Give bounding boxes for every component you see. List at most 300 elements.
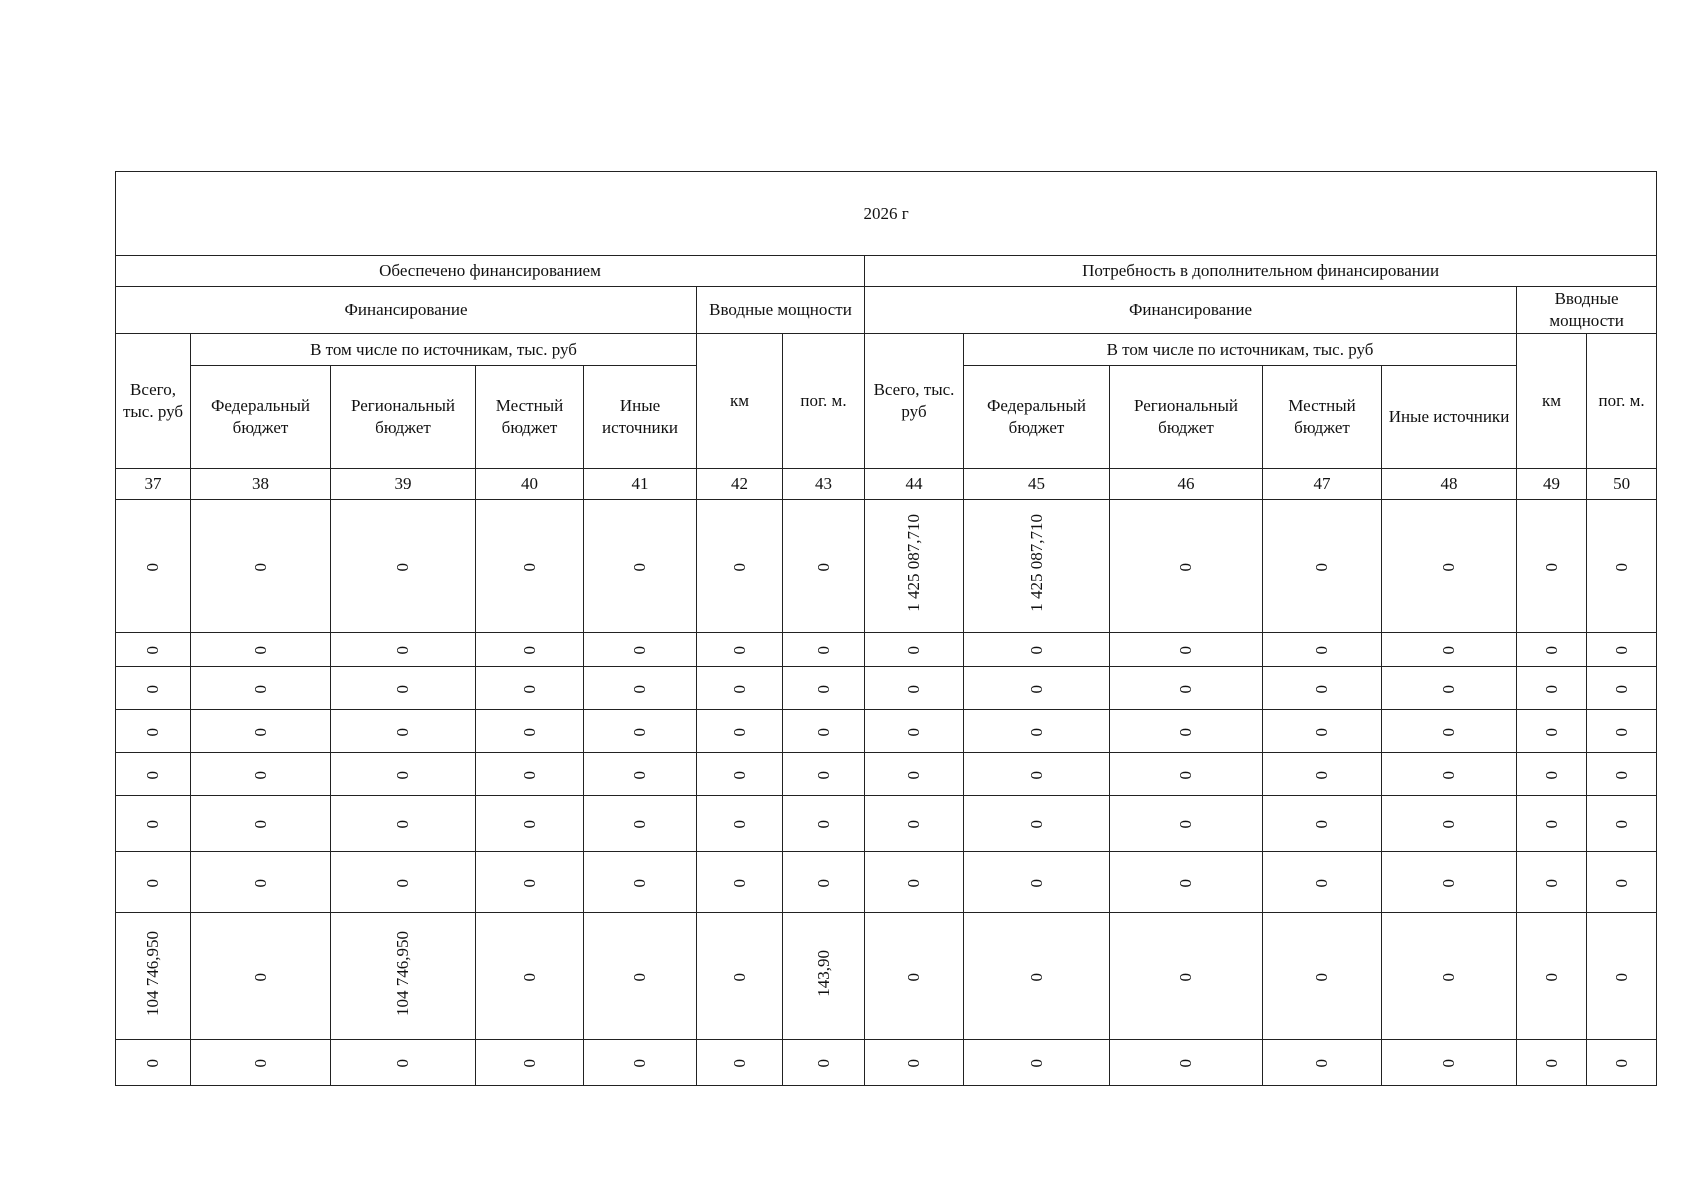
table-cell (1587, 913, 1657, 1040)
cell-value: 0 (1541, 878, 1561, 887)
table-cell (1382, 633, 1517, 667)
table-cell (191, 500, 331, 633)
table-cell (191, 667, 331, 710)
cell-value: 0 (729, 770, 749, 779)
column-numbers-row (116, 469, 1657, 500)
federal-header-right: Федеральный бюджет (964, 366, 1110, 469)
table-cell (584, 667, 697, 710)
table-row (116, 796, 1657, 852)
table-cell (865, 1040, 964, 1086)
cell-value: 0 (143, 727, 162, 736)
cell-value: 0 (813, 727, 833, 736)
cell-value: 0 (1611, 820, 1631, 829)
table-cell (865, 852, 964, 913)
other-header-right: Иные источники (1382, 366, 1517, 469)
cell-value: 0 (1541, 727, 1561, 736)
cell-value: 0 (519, 770, 539, 779)
cell-value: 0 (393, 646, 412, 655)
table-cell (697, 667, 783, 710)
table-cell (116, 710, 191, 753)
column-number: 48 (1382, 469, 1517, 500)
table-cell (964, 500, 1110, 633)
table-cell (476, 500, 584, 633)
table-cell (783, 753, 865, 796)
table-cell (783, 633, 865, 667)
table-cell (331, 710, 476, 753)
cell-value: 0 (250, 684, 270, 693)
cell-value: 0 (630, 1059, 649, 1068)
table-cell (331, 633, 476, 667)
table-row (116, 753, 1657, 796)
table-cell (1110, 633, 1263, 667)
cell-value: 0 (143, 562, 162, 571)
table-cell (1263, 710, 1382, 753)
cell-value: 0 (519, 727, 539, 736)
table-cell (783, 667, 865, 710)
table-cell (865, 633, 964, 667)
cell-value: 104 746,950 (143, 930, 162, 1016)
pog-header-right: пог. м. (1587, 334, 1657, 469)
financing-header-right: Финансирование (865, 287, 1517, 334)
column-number: 37 (116, 469, 191, 500)
cell-value: 0 (1541, 1059, 1561, 1068)
table-cell (697, 852, 783, 913)
cell-value: 0 (729, 972, 749, 981)
table-cell (964, 710, 1110, 753)
other-header-left: Иные источники (584, 366, 697, 469)
cell-value: 0 (250, 727, 270, 736)
table-row (116, 710, 1657, 753)
cell-value: 0 (1312, 972, 1331, 981)
cell-value: 1 425 087,710 (1026, 514, 1046, 612)
table-cell (964, 753, 1110, 796)
table-cell (1517, 710, 1587, 753)
local-header-left: Местный бюджет (476, 366, 584, 469)
table-cell (331, 852, 476, 913)
table-row (116, 1040, 1657, 1086)
pog-header-left: пог. м. (783, 334, 865, 469)
cell-value: 0 (250, 820, 270, 829)
cell-value: 0 (1541, 646, 1561, 655)
cell-value: 0 (630, 646, 649, 655)
cell-value: 0 (904, 878, 923, 887)
regional-header-right: Региональный бюджет (1110, 366, 1263, 469)
column-number: 47 (1263, 469, 1382, 500)
cell-value: 0 (1312, 878, 1331, 887)
cell-value: 0 (1611, 727, 1631, 736)
table-cell (1587, 500, 1657, 633)
cell-value: 0 (1176, 646, 1195, 655)
column-number: 46 (1110, 469, 1263, 500)
cell-value: 0 (813, 562, 833, 571)
cell-value: 0 (1312, 562, 1331, 571)
cell-value: 0 (250, 878, 270, 887)
cell-value: 0 (630, 972, 649, 981)
cell-value: 0 (1176, 972, 1195, 981)
cell-value: 0 (250, 972, 270, 981)
table-cell (584, 852, 697, 913)
cell-value: 0 (1439, 878, 1458, 887)
table-row (116, 633, 1657, 667)
table-cell (964, 633, 1110, 667)
table-cell (331, 667, 476, 710)
table-cell (697, 796, 783, 852)
cell-value: 0 (1611, 646, 1631, 655)
table-cell (1517, 500, 1587, 633)
cell-value: 0 (1541, 684, 1561, 693)
cell-value: 0 (1611, 562, 1631, 571)
table-cell (191, 710, 331, 753)
table-cell (697, 753, 783, 796)
table-cell (1263, 753, 1382, 796)
table-cell (1382, 500, 1517, 633)
column-number: 38 (191, 469, 331, 500)
cell-value: 0 (729, 727, 749, 736)
table-cell (1587, 710, 1657, 753)
table-cell (1263, 667, 1382, 710)
table-cell (116, 500, 191, 633)
cell-value: 0 (630, 684, 649, 693)
cell-value: 0 (1541, 820, 1561, 829)
table-cell (584, 710, 697, 753)
table-cell (476, 633, 584, 667)
cell-value: 0 (1176, 770, 1195, 779)
table-cell (865, 753, 964, 796)
table-cell (1587, 667, 1657, 710)
table-cell (331, 796, 476, 852)
cell-value: 0 (904, 770, 923, 779)
cell-value: 0 (729, 562, 749, 571)
table-cell (116, 913, 191, 1040)
table-cell (1517, 913, 1587, 1040)
cell-value: 0 (393, 878, 412, 887)
cell-value: 0 (1611, 684, 1631, 693)
cell-value: 0 (1439, 770, 1458, 779)
table-cell (783, 710, 865, 753)
cell-value: 0 (729, 820, 749, 829)
cell-value: 0 (1176, 684, 1195, 693)
table-cell (476, 913, 584, 1040)
cell-value: 0 (1541, 770, 1561, 779)
cell-value: 0 (729, 878, 749, 887)
group-provided-header: Обеспечено финансированием (116, 256, 865, 287)
cell-value: 0 (1312, 820, 1331, 829)
table-cell (191, 852, 331, 913)
table-cell (697, 913, 783, 1040)
cell-value: 0 (1611, 972, 1631, 981)
year-header: 2026 г (116, 172, 1657, 256)
table-cell (865, 913, 964, 1040)
cell-value: 0 (519, 684, 539, 693)
table-cell (191, 633, 331, 667)
table-cell (584, 633, 697, 667)
cell-value: 0 (729, 684, 749, 693)
cell-value: 0 (519, 820, 539, 829)
table-cell (1517, 667, 1587, 710)
cell-value: 0 (1026, 684, 1046, 693)
table-cell (697, 710, 783, 753)
table-cell (116, 633, 191, 667)
table-cell (697, 500, 783, 633)
table-cell (191, 753, 331, 796)
cell-value: 0 (813, 820, 833, 829)
table-cell (865, 500, 964, 633)
cell-value: 0 (904, 727, 923, 736)
table-cell (1517, 633, 1587, 667)
cell-value: 0 (1541, 562, 1561, 571)
cell-value: 0 (143, 646, 162, 655)
cell-value: 0 (813, 1059, 833, 1068)
cell-value: 0 (1026, 727, 1046, 736)
cell-value: 0 (1439, 727, 1458, 736)
table-cell (1110, 1040, 1263, 1086)
table-cell (584, 753, 697, 796)
table-cell (331, 753, 476, 796)
total-header-left: Всего, тыс. руб (116, 334, 191, 469)
financing-header-left: Финансирование (116, 287, 697, 334)
cell-value: 0 (393, 1059, 412, 1068)
table-cell (584, 1040, 697, 1086)
table-cell (476, 710, 584, 753)
cell-value: 0 (1312, 770, 1331, 779)
table-cell (1110, 852, 1263, 913)
cell-value: 0 (1439, 646, 1458, 655)
table-cell (1517, 852, 1587, 913)
total-header-right: Всего, тыс. руб (865, 334, 964, 469)
cell-value: 0 (393, 770, 412, 779)
cell-value: 0 (813, 770, 833, 779)
table-cell (1382, 1040, 1517, 1086)
table-cell (1110, 667, 1263, 710)
cell-value: 0 (630, 820, 649, 829)
cell-value: 0 (250, 562, 270, 571)
cell-value: 0 (1176, 1059, 1195, 1068)
cell-value: 0 (630, 878, 649, 887)
by-sources-header-right: В том числе по источникам, тыс. руб (964, 334, 1517, 366)
cell-value: 0 (1026, 820, 1046, 829)
cell-value: 0 (630, 727, 649, 736)
cell-value: 0 (250, 646, 270, 655)
cell-value: 0 (393, 727, 412, 736)
cell-value: 0 (630, 770, 649, 779)
cell-value: 0 (1176, 878, 1195, 887)
cell-value: 0 (904, 1059, 923, 1068)
cell-value: 0 (1439, 562, 1458, 571)
table-cell (783, 852, 865, 913)
cell-value: 0 (1312, 1059, 1331, 1068)
cell-value: 0 (1026, 770, 1046, 779)
table-cell (116, 852, 191, 913)
cell-value: 143,90 (813, 949, 833, 997)
cell-value: 0 (813, 646, 833, 655)
cell-value: 0 (1541, 972, 1561, 981)
cell-value: 0 (729, 1059, 749, 1068)
table-cell (1110, 500, 1263, 633)
cell-value: 0 (1611, 878, 1631, 887)
table-cell (1382, 710, 1517, 753)
table-cell (1587, 796, 1657, 852)
table-cell (1382, 796, 1517, 852)
capacity-header-right: Вводные мощности (1517, 287, 1657, 334)
cell-value: 0 (1439, 1059, 1458, 1068)
cell-value: 0 (143, 770, 162, 779)
cell-value: 0 (813, 878, 833, 887)
cell-value: 0 (1312, 684, 1331, 693)
cell-value: 0 (1439, 820, 1458, 829)
cell-value: 0 (143, 1059, 162, 1068)
cell-value: 0 (1026, 972, 1046, 981)
column-number: 42 (697, 469, 783, 500)
table-cell (964, 913, 1110, 1040)
cell-value: 0 (729, 646, 749, 655)
cell-value: 1 425 087,710 (904, 514, 923, 612)
cell-value: 0 (1312, 727, 1331, 736)
table-cell (964, 667, 1110, 710)
table-cell (476, 753, 584, 796)
cell-value: 0 (1026, 1059, 1046, 1068)
column-number: 49 (1517, 469, 1587, 500)
table-cell (1587, 1040, 1657, 1086)
column-number: 44 (865, 469, 964, 500)
table-cell (476, 667, 584, 710)
table-cell (1382, 852, 1517, 913)
table-cell (1587, 852, 1657, 913)
table-cell (331, 913, 476, 1040)
table-cell (865, 710, 964, 753)
table-cell (191, 1040, 331, 1086)
table-cell (476, 852, 584, 913)
table-cell (1263, 633, 1382, 667)
table-row (116, 500, 1657, 633)
cell-value: 0 (1176, 820, 1195, 829)
federal-header-left: Федеральный бюджет (191, 366, 331, 469)
cell-value: 0 (143, 878, 162, 887)
column-number: 43 (783, 469, 865, 500)
table-cell (584, 500, 697, 633)
table-cell (1587, 633, 1657, 667)
table-cell (1110, 796, 1263, 852)
cell-value: 0 (1611, 770, 1631, 779)
cell-value: 0 (1439, 684, 1458, 693)
local-header-right: Местный бюджет (1263, 366, 1382, 469)
table-cell (1382, 753, 1517, 796)
cell-value: 0 (1176, 727, 1195, 736)
table-cell (191, 796, 331, 852)
table-cell (116, 1040, 191, 1086)
table-cell (1263, 852, 1382, 913)
cell-value: 0 (393, 562, 412, 571)
cell-value: 0 (519, 878, 539, 887)
table-cell (331, 500, 476, 633)
table-cell (1263, 913, 1382, 1040)
table-cell (1517, 1040, 1587, 1086)
group-additional-header: Потребность в дополнительном финансировании (865, 256, 1657, 287)
table-cell (116, 796, 191, 852)
table-cell (964, 796, 1110, 852)
table-cell (116, 753, 191, 796)
cell-value: 0 (250, 770, 270, 779)
cell-value: 0 (393, 684, 412, 693)
cell-value: 0 (904, 684, 923, 693)
cell-value: 0 (1611, 1059, 1631, 1068)
table-cell (1382, 913, 1517, 1040)
table-cell (331, 1040, 476, 1086)
cell-value: 0 (250, 1059, 270, 1068)
cell-value: 0 (393, 820, 412, 829)
table-cell (1587, 753, 1657, 796)
table-cell (1110, 710, 1263, 753)
cell-value: 0 (519, 646, 539, 655)
table-cell (1263, 500, 1382, 633)
cell-value: 0 (630, 562, 649, 571)
column-number: 41 (584, 469, 697, 500)
table-row (116, 852, 1657, 913)
column-number: 39 (331, 469, 476, 500)
cell-value: 0 (1439, 972, 1458, 981)
table-cell (783, 500, 865, 633)
table-cell (116, 667, 191, 710)
table-cell (584, 913, 697, 1040)
cell-value: 0 (1026, 878, 1046, 887)
table-row (116, 913, 1657, 1040)
table-cell (476, 796, 584, 852)
regional-header-left: Региональный бюджет (331, 366, 476, 469)
table-cell (865, 667, 964, 710)
table-cell (697, 1040, 783, 1086)
table-cell (865, 796, 964, 852)
table-row (116, 667, 1657, 710)
table-cell (1517, 796, 1587, 852)
table-cell (1110, 913, 1263, 1040)
cell-value: 0 (813, 684, 833, 693)
capacity-header-left: Вводные мощности (697, 287, 865, 334)
cell-value: 104 746,950 (393, 930, 412, 1016)
cell-value: 0 (1026, 646, 1046, 655)
table-cell (964, 1040, 1110, 1086)
km-header-left: км (697, 334, 783, 469)
table-cell (191, 913, 331, 1040)
table-cell (1263, 796, 1382, 852)
table-cell (1263, 1040, 1382, 1086)
column-number: 40 (476, 469, 584, 500)
table-cell (1110, 753, 1263, 796)
table-cell (1382, 667, 1517, 710)
table-cell (964, 852, 1110, 913)
cell-value: 0 (904, 972, 923, 981)
table-cell (1517, 753, 1587, 796)
table-cell (697, 633, 783, 667)
cell-value: 0 (519, 972, 539, 981)
table-cell (584, 796, 697, 852)
column-number: 45 (964, 469, 1110, 500)
cell-value: 0 (904, 646, 923, 655)
cell-value: 0 (143, 684, 162, 693)
cell-value: 0 (1176, 562, 1195, 571)
column-number: 50 (1587, 469, 1657, 500)
cell-value: 0 (519, 562, 539, 571)
cell-value: 0 (1312, 646, 1331, 655)
financing-table (115, 171, 1657, 1086)
table-cell (783, 1040, 865, 1086)
by-sources-header-left: В том числе по источникам, тыс. руб (191, 334, 697, 366)
table-cell (476, 1040, 584, 1086)
cell-value: 0 (143, 820, 162, 829)
cell-value: 0 (519, 1059, 539, 1068)
table-cell (783, 796, 865, 852)
cell-value: 0 (904, 820, 923, 829)
table-cell (783, 913, 865, 1040)
km-header-right: км (1517, 334, 1587, 469)
